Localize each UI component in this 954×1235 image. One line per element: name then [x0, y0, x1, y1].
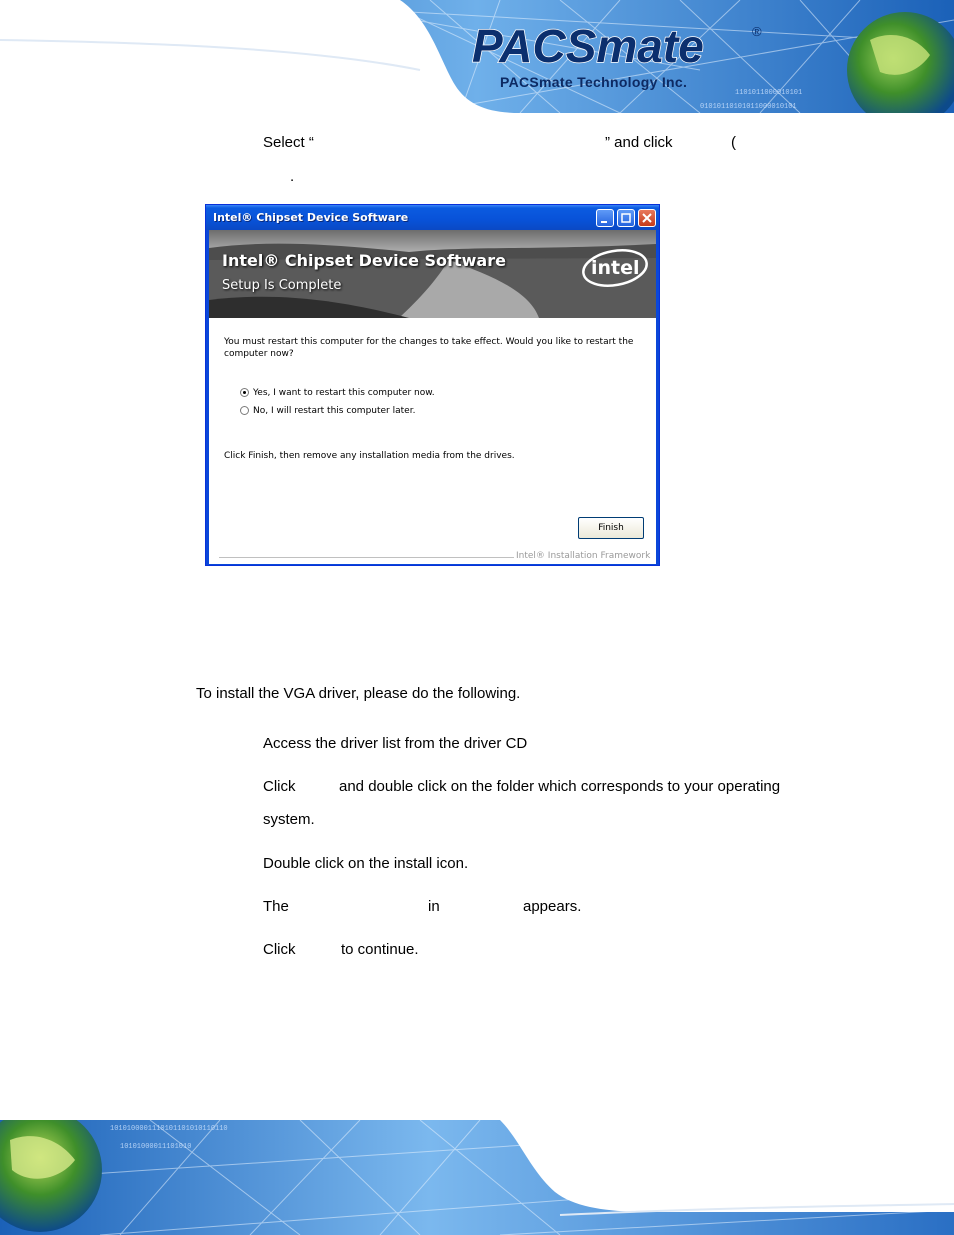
- dialog-window-title: Intel® Chipset Device Software: [213, 211, 409, 224]
- vga-intro: To install the VGA driver, please do the following.: [196, 685, 521, 702]
- svg-text:01010110101011000010101: 01010110101011000010101: [700, 103, 797, 111]
- select-step-lead: Select “: [263, 134, 314, 151]
- svg-text:1101011000010101: 1101011000010101: [735, 89, 803, 97]
- restart-now-radio[interactable]: [240, 388, 249, 397]
- vga-step1: Access the driver list from the driver CD: [263, 735, 528, 752]
- select-step-paren: (: [731, 134, 736, 151]
- finish-instruction: Click Finish, then remove any installation media from the drives.: [224, 451, 515, 461]
- restart-message-line2: computer now?: [224, 349, 294, 359]
- footer-divider: [219, 557, 514, 558]
- svg-text:intel: intel: [591, 257, 640, 279]
- restart-message-line1: You must restart this computer for the changes to take effect. Would you like to restart the: [224, 337, 634, 347]
- minimize-icon[interactable]: [596, 209, 614, 227]
- vga-step5-click: Click: [263, 941, 296, 958]
- close-icon[interactable]: [638, 209, 656, 227]
- vga-step2-cont: system.: [263, 811, 315, 828]
- vga-step5-rest: to continue.: [341, 941, 419, 958]
- vga-step2-rest: and double click on the folder which corresponds to your operating: [339, 778, 781, 795]
- dialog-hero-title: Intel® Chipset Device Software: [222, 251, 506, 270]
- dialog-hero-banner: [209, 230, 656, 318]
- svg-text:®: ®: [752, 24, 762, 39]
- footer-artwork: [0, 1120, 954, 1235]
- intel-logo: [581, 246, 649, 288]
- restart-later-label[interactable]: No, I will restart this computer later.: [253, 406, 416, 416]
- pacsmate-logo: [472, 18, 772, 70]
- vga-step2-click: Click: [263, 778, 296, 795]
- dialog-titlebar[interactable]: [206, 205, 659, 230]
- vga-step4-appears: appears.: [523, 898, 582, 915]
- dialog-client-area: [209, 230, 656, 564]
- svg-text:10101000011101010: 10101000011101010: [120, 1143, 192, 1151]
- installation-framework-label: Intel® Installation Framework: [516, 551, 651, 561]
- restart-later-radio[interactable]: [240, 406, 249, 415]
- setup-complete-dialog: [205, 204, 660, 566]
- finish-button[interactable]: Finish: [578, 517, 644, 539]
- maximize-icon[interactable]: [617, 209, 635, 227]
- page-footer-banner: [0, 1120, 954, 1235]
- svg-text:1010100001110101101010110110: 1010100001110101101010110110: [110, 1125, 228, 1133]
- dialog-hero-subtitle: Setup Is Complete: [222, 278, 342, 293]
- vga-step4-the: The: [263, 898, 289, 915]
- svg-text:PACSmate: PACSmate: [472, 20, 704, 70]
- select-step-tail: .: [290, 168, 295, 185]
- vga-step3: Double click on the install icon.: [263, 855, 469, 872]
- select-step-mid: ” and click: [605, 134, 673, 151]
- brand-tagline: PACSmate Technology Inc.: [500, 74, 688, 90]
- vga-step4-in: in: [428, 898, 440, 915]
- page-header-banner: [0, 0, 954, 113]
- restart-now-label[interactable]: Yes, I want to restart this computer now.: [253, 388, 435, 398]
